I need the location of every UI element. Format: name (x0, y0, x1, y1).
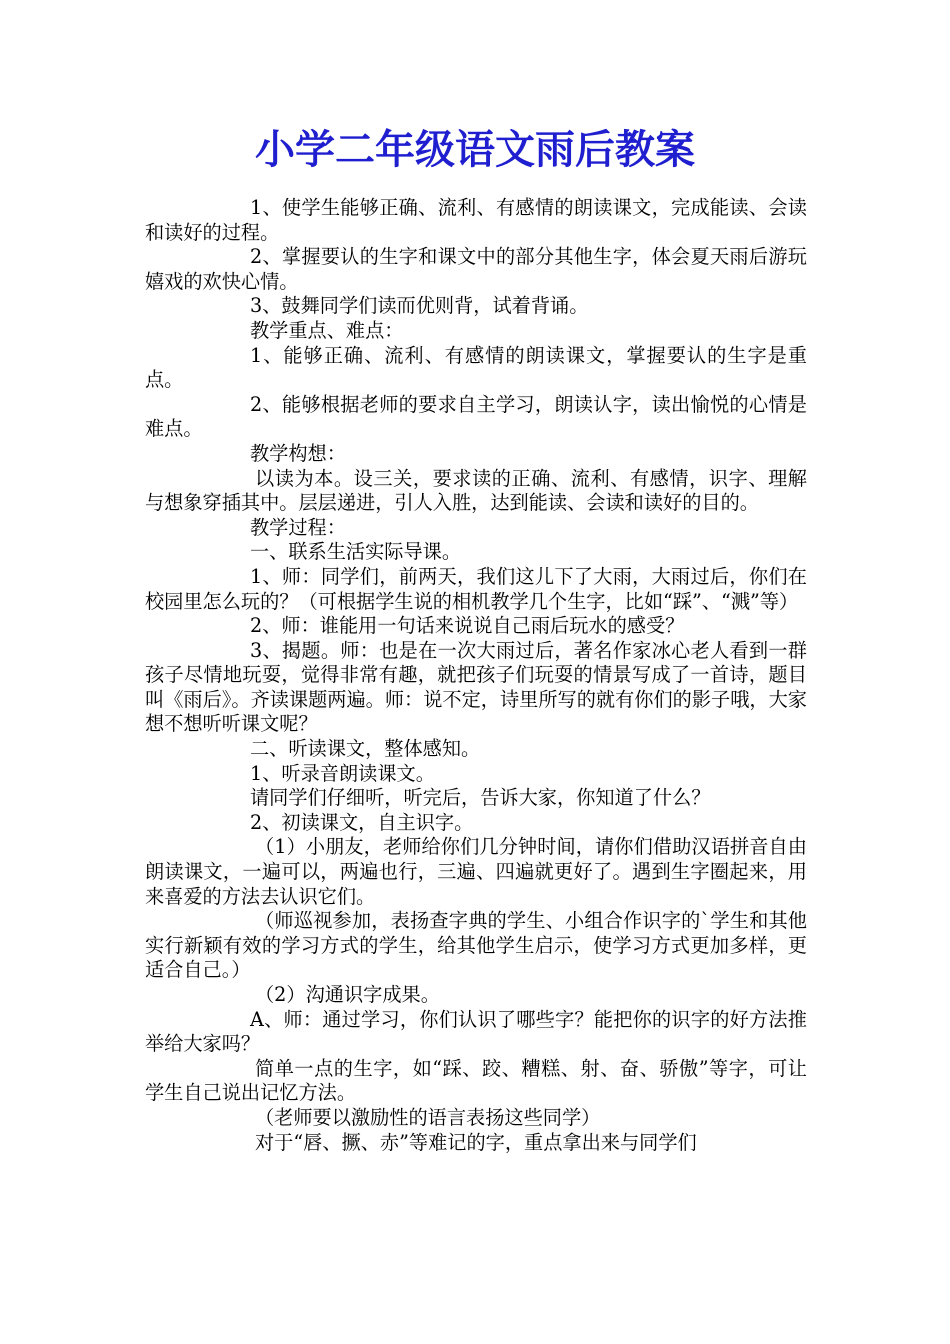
paragraph-read-step-1: （1）小朋友，老师给你们几分钟时间，请你们借助汉语拼音自由朗读课文，一遍可以，两遍也行，三遍、四遍就更好了。遇到生字圈起来，用来喜爱的方法去认识它们。 (145, 835, 807, 908)
paragraph-process-2: 2、师：谁能用一句话来说说自己雨后玩水的感受？ (250, 614, 685, 638)
paragraph-teacher-note: （师巡视参加，表扬查字典的学生、小组合作识字的`学生和其他实行新颖有效的学习方式的学生，给其他学生启示，使学习方式更加多样，更适合自己。） (145, 909, 807, 982)
paragraph-process-1: 1、师：同学们，前两天，我们这儿下了大雨，大雨过后，你们在校园里怎么玩的？（可根据学生说的相机教学几个生字，比如“踩”、“溅”等） (145, 564, 807, 613)
paragraph-simple-chars: 简单一点的生字，如“踩、跤、糟糕、射、奋、骄傲”等字，可让学生自己说出记忆方法。 (145, 1056, 807, 1105)
paragraph-concept: 以读为本。设三关，要求读的正确、流利、有感情，识字、理解与想象穿插其中。层层递进，引人入胜，达到能读、会读和读好的目的。 (145, 466, 807, 515)
document-body (145, 196, 807, 1155)
section-heading-process: 教学过程： (250, 515, 346, 539)
paragraph-goal-2: 2、掌握要认的生字和课文中的部分其他生字，体会夏天雨后游玩嬉戏的欢快心情。 (145, 245, 807, 293)
paragraph-key-point-2: 2、能够根据老师的要求自主学习，朗读认字，读出愉悦的心情是难点。 (145, 392, 807, 441)
paragraph-goal-3: 3、鼓舞同学们读而优则背，试着背诵。 (250, 294, 589, 318)
section-heading-key-points: 教学重点、难点： (250, 318, 404, 342)
paragraph-process-3: 3、揭题。师：也是在一次大雨过后，著名作家冰心老人看到一群孩子尽情地玩耍，觉得非常有趣，就把孩子们玩耍的情景写成了一首诗，题目叫《雨后》。齐读课题两遍。师：说不定，诗里所写的就有你们的影子哦，大家想不想听听课文呢？ (145, 638, 807, 736)
paragraph-listen-instruction: 请同学们仔细听，听完后，告诉大家，你知道了什么？ (250, 786, 711, 810)
section-heading-part-1: 一、联系生活实际导课。 (250, 540, 462, 564)
paragraph-hard-chars: 对于“唇、撅、赤”等难记的字，重点拿出来与同学们 (255, 1130, 697, 1154)
paragraph-listen-1: 1、听录音朗读课文。 (250, 761, 435, 785)
section-heading-part-2: 二、听读课文，整体感知。 (250, 737, 481, 761)
paragraph-key-point-1: 1、能够正确、流利、有感情的朗读课文，掌握要认的生字是重点。 (145, 343, 807, 392)
paragraph-read-2: 2、初读课文，自主识字。 (250, 810, 474, 834)
paragraph-read-step-2: （2）沟通识字成果。 (255, 983, 440, 1006)
section-heading-concept: 教学构想： (250, 441, 346, 465)
paragraph-share-a: A、师：通过学习，你们认识了哪些字？能把你的识字的好方法推举给大家吗？ (145, 1007, 807, 1056)
page-title: 小学二年级语文雨后教案 (255, 127, 695, 173)
paragraph-goal-1: 1、使学生能够正确、流利、有感情的朗读课文，完成能读、会读和读好的过程。 (145, 196, 807, 244)
paragraph-praise-note: （老师要以激励性的语言表扬这些同学） (255, 1105, 601, 1129)
